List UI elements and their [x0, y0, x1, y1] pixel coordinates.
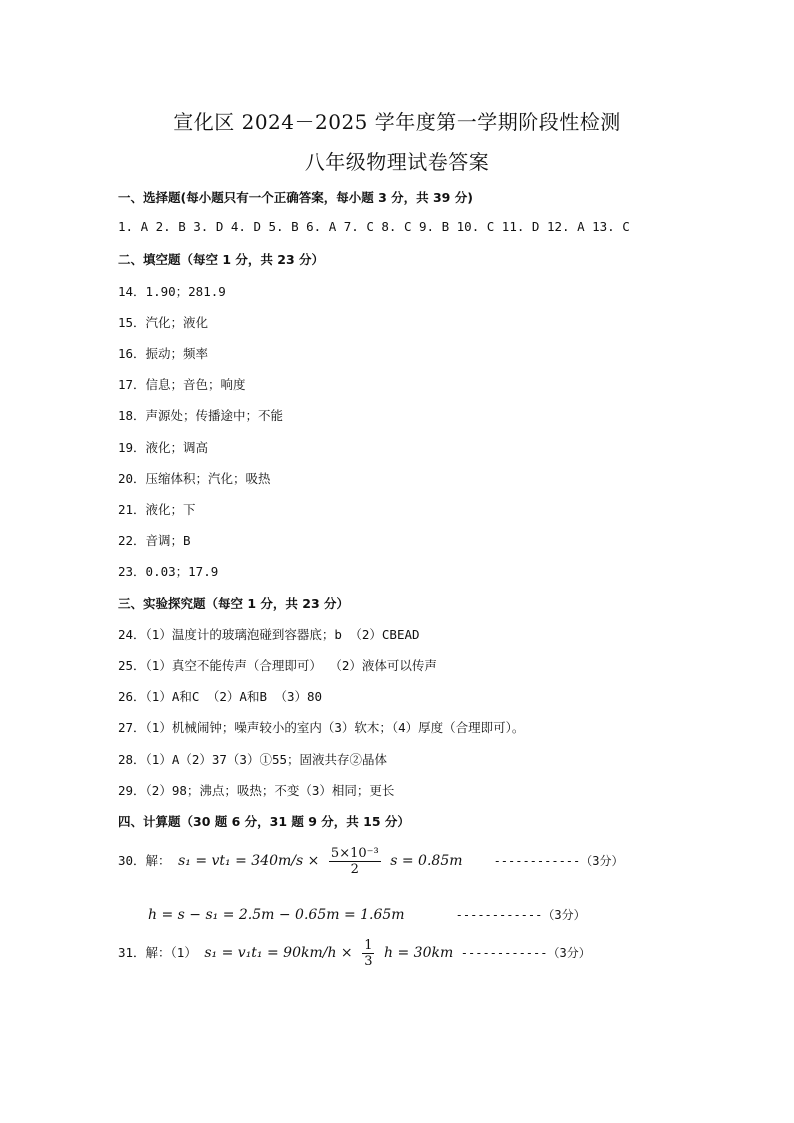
q30-equation-right: s = 0.85m	[390, 853, 463, 869]
list-item: 26．（1）A和C （2）A和B （3）80	[118, 689, 323, 704]
list-item: 20．压缩体积；汽化；吸热	[118, 471, 271, 486]
q30-line1	[118, 846, 623, 877]
section-heading-fill: 二、填空题（每空 1 分，共 23 分）	[118, 252, 325, 267]
list-item: 27．（1）机械闹钟；噪声较小的室内（3）软木；（4）厚度（合理即可）。	[118, 720, 525, 735]
list-item: 17．信息；音色；响度	[118, 377, 246, 392]
list-item: 18．声源处；传播途中；不能	[118, 408, 284, 423]
q31-equation-left: s₁ = v₁t₁ = 90km/h ×	[204, 945, 353, 961]
list-item: 16．振动；频率	[118, 346, 209, 361]
list-item: 21．液化；下	[118, 502, 196, 517]
q30-score-2: ------------（3分）	[455, 908, 586, 922]
q30-equation-left: s₁ = vt₁ = 340m/s ×	[178, 853, 320, 869]
list-item: 15．汽化；液化	[118, 315, 209, 330]
q30-equation-2: h = s − s₁ = 2.5m − 0.65m = 1.65m	[148, 907, 405, 923]
section-heading-calculation: 四、计算题（30 题 6 分，31 题 9 分，共 15 分）	[118, 814, 410, 829]
list-item: 22．音调；B	[118, 533, 191, 548]
q31-label: 31．解：（1）	[118, 945, 197, 960]
page-subtitle: 八年级物理试卷答案	[304, 150, 490, 174]
q31-score: ------------（3分）	[460, 946, 591, 960]
list-item: 29．（2）98；沸点；吸热；不变（3）相同；更长	[118, 783, 395, 798]
choice-answers: 1. A 2. B 3. D 4. D 5. B 6. A 7. C 8. C 9. B 10. C 11. D 12. A 13. C	[118, 219, 630, 234]
section-heading-choice: 一、选择题(每小题只有一个正确答案，每小题 3 分，共 39 分)	[118, 190, 473, 205]
list-item: 25．（1）真空不能传声（合理即可） （2）液体可以传声	[118, 658, 437, 673]
section-heading-experiment: 三、实验探究题（每空 1 分，共 23 分）	[118, 596, 350, 611]
q30-line2	[148, 906, 586, 923]
q31-fraction-numerator: 1	[364, 938, 373, 953]
list-item: 24．（1）温度计的玻璃泡碰到容器底；b （2）CBEAD	[118, 627, 420, 642]
q31-equation-right: h = 30km	[384, 945, 454, 961]
q31-fraction	[362, 938, 374, 969]
q30-fraction	[329, 846, 381, 877]
list-item: 23．0.03；17.9	[118, 564, 219, 579]
q30-label: 30．解：	[118, 853, 171, 868]
q30-fraction-numerator: 5×10⁻³	[330, 846, 379, 861]
list-item: 19．液化；调高	[118, 440, 209, 455]
page-title: 宣化区 2024－2025 学年度第一学期阶段性检测	[173, 110, 621, 134]
q31-line1	[118, 938, 591, 969]
q30-score: ------------（3分）	[493, 854, 624, 868]
q30-fraction-denominator: 2	[350, 862, 359, 877]
list-item: 28．（1）A（2）37（3）①55；固液共存②晶体	[118, 752, 388, 767]
q31-fraction-denominator: 3	[364, 954, 373, 969]
list-item: 14．1.90；281.9	[118, 284, 226, 299]
